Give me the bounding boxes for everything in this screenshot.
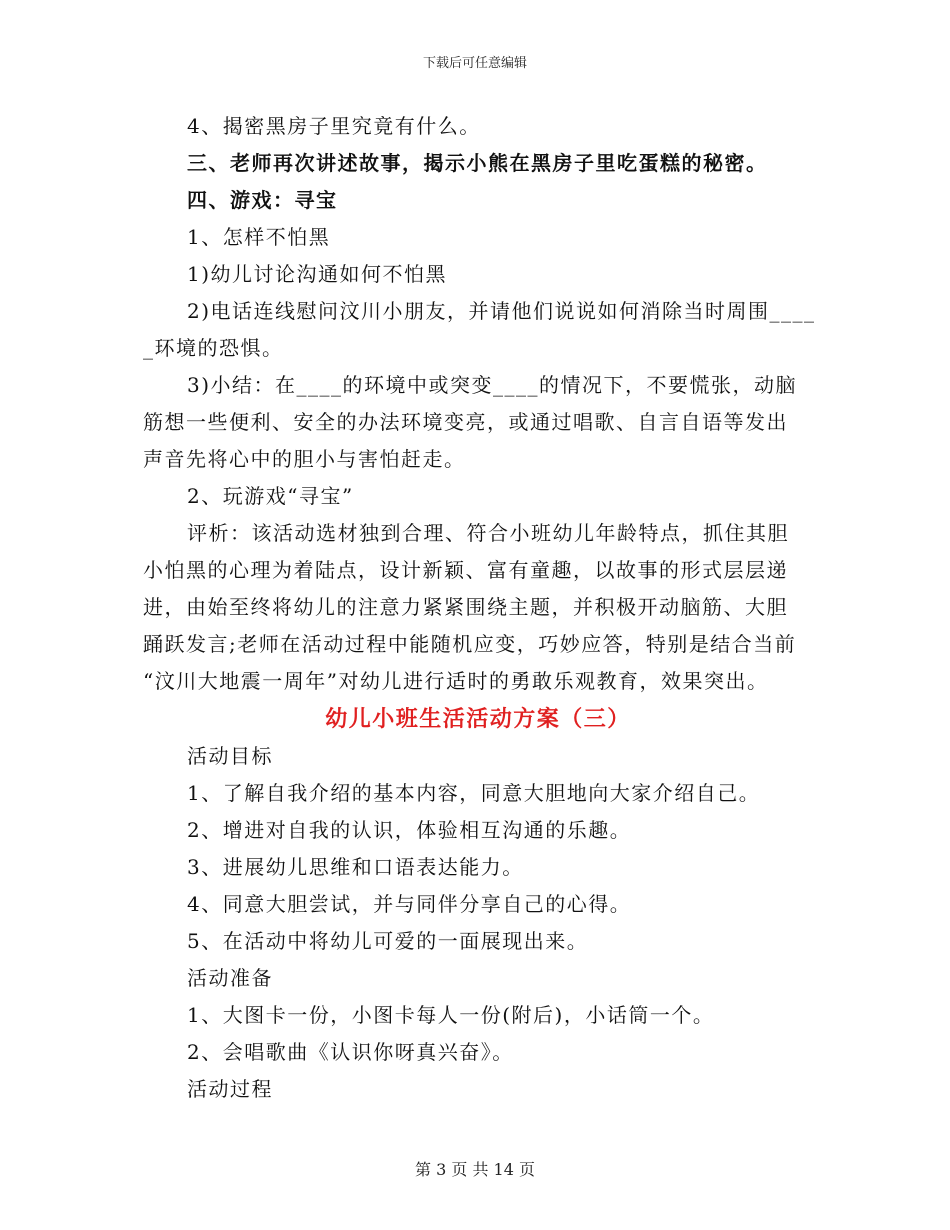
paragraph-line: 2)电话连线慰问汶川小朋友，并请他们说说如何消除当时周围____ xyxy=(187,299,816,323)
page-footer: 第 3 页 共 14 页 xyxy=(415,1160,535,1179)
paragraph-line: 活动目标 xyxy=(187,744,273,768)
paragraph-line: 2、玩游戏“寻宝” xyxy=(187,484,354,508)
paragraph-line: 2、增进对自我的认识，体验相互沟通的乐趣。 xyxy=(187,818,632,842)
story-section xyxy=(143,108,816,700)
paragraph-line: 3)小结：在____的环境中或突变____的情况下，不要慌张，动脑 xyxy=(187,373,798,397)
paragraph-line: 1)幼儿讨论沟通如何不怕黑 xyxy=(187,262,448,286)
paragraph-line: “汶川大地震一周年”对幼儿进行适时的勇敢乐观教育，效果突出。 xyxy=(143,669,769,693)
paragraph-line: 四、游戏：寻宝 xyxy=(187,188,338,212)
paragraph-line: 评析：该活动选材独到合理、符合小班幼儿年龄特点，抓住其胆 xyxy=(187,521,789,545)
paragraph-line: 活动过程 xyxy=(187,1077,273,1101)
paragraph-line: 3、进展幼儿思维和口语表达能力。 xyxy=(187,855,524,879)
paragraph-line: 1、大图卡一份，小图卡每人一份(附后)，小话筒一个。 xyxy=(187,1003,715,1027)
paragraph-line: 进，由始至终将幼儿的注意力紧紧围绕主题，并积极开动脑筋、大胆 xyxy=(143,595,788,619)
paragraph-line: 踊跃发言;老师在活动过程中能随机应变，巧妙应答，特别是结合当前 xyxy=(143,632,797,656)
paragraph-line: 声音先将心中的胆小与害怕赶走。 xyxy=(143,447,466,471)
document-body xyxy=(143,108,816,1108)
paragraph-line: 筋想一些便利、安全的办法环境变亮，或通过唱歌、自言自语等发出 xyxy=(143,410,788,434)
paragraph-line: 4、揭密黑房子里究竟有什么。 xyxy=(187,114,481,138)
paragraph-line: 活动准备 xyxy=(187,966,273,990)
paragraph-line: 1、了解自我介绍的基本内容，同意大胆地向大家介绍自己。 xyxy=(187,781,761,805)
paragraph-line: 2、会唱歌曲《认识你呀真兴奋》。 xyxy=(187,1040,514,1064)
paragraph-line: _环境的恐惧。 xyxy=(143,336,284,360)
section-title: 幼儿小班生活活动方案（三） xyxy=(325,706,631,732)
plan-section xyxy=(143,738,813,1108)
page-header: 下载后可任意编辑 xyxy=(422,56,527,71)
paragraph-line: 三、老师再次讲述故事，揭示小熊在黑房子里吃蛋糕的秘密。 xyxy=(187,151,768,175)
paragraph-line: 5、在活动中将幼儿可爱的一面展现出来。 xyxy=(187,929,589,953)
paragraph-line: 4、同意大胆尝试，并与同伴分享自己的心得。 xyxy=(187,892,632,916)
paragraph-line: 小怕黑的心理为着陆点，设计新颖、富有童趣，以故事的形式层层递 xyxy=(143,558,788,582)
paragraph-line: 1、怎样不怕黑 xyxy=(187,225,331,249)
